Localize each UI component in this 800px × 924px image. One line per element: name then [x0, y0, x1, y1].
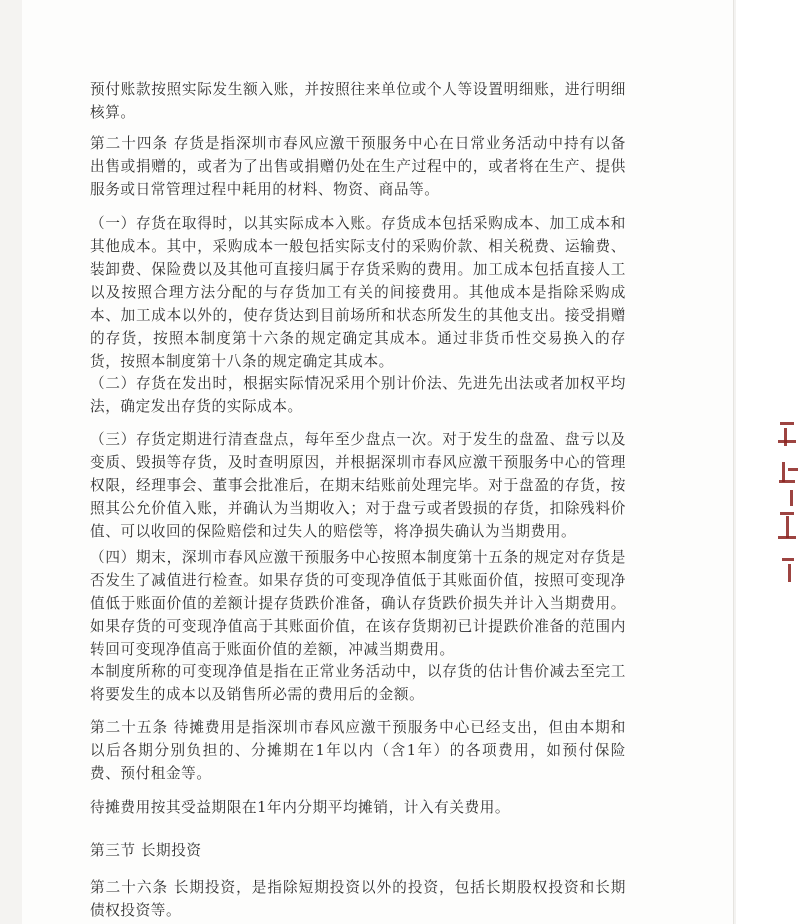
inventory-clause-2: （二）存货在发出时，根据实际情况采用个别计价法、先进先出法或者加权平均法，确定发出存货的实际成本。	[90, 375, 626, 415]
article-24-inventory: 第二十四条 存货是指深圳市春风应激干预服务中心在日常业务活动中持有以备出售或捐赠的，或者为了出售或捐赠仍处在生产过程中的，或者将在生产、提供服务或日常管理过程中耗用的材料、物资、商品等。	[90, 135, 626, 198]
article-25-prepaid-expenses: 第二十五条 待摊费用是指深圳市春风应激干预服务中心已经支出，但由本期和以后各期分别负担的、分摊期在1年以内（含1年）的各项费用，如预付保险费、预付租金等。	[90, 719, 626, 782]
prepaid-expenses-amortization: 待摊费用按其受益期限在1年内分期平均摊销，计入有关费用。	[90, 799, 511, 816]
paragraph-advance-payments: 预付账款按照实际发生额入账，并按照往来单位或个人等设置明细账，进行明细核算。	[90, 81, 626, 121]
article-26-long-term-investment: 第二十六条 长期投资，是指除短期投资以外的投资，包括长期股权投资和长期债权投资等。	[90, 879, 626, 919]
inventory-clause-1: （一）存货在取得时，以其实际成本入账。存货成本包括采购成本、加工成本和其他成本。其中，采购成本一般包括实际支付的采购价款、相关税费、运输费、装卸费、保险费以及其他可直接归属于存货采购的费用。加工成本包括直接人工以及按照合理方法分配的与存货加工有关的间接费用。其他成本是指除采购成本、加工成本以外的，使存货达到目前场所和状态所发生的其他支出。接受捐赠的存货，按照本制度第十六条的规定确定其成本。通过非货币性交易换入的存货，按照本制度第十八条的规定确定其成本。	[90, 215, 626, 370]
section-3-heading: 第三节 长期投资	[90, 842, 202, 859]
inventory-clause-3: （三）存货定期进行清查盘点，每年至少盘点一次。对于发生的盘盈、盘亏以及变质、毁损等存货，及时查明原因，并根据深圳市春风应激干预服务中心的管理权限，经理事会、董事会批准后，在期末结账前处理完毕。对于盘盈的存货，按照其公允价值入账，并确认为当期收入；对于盘亏或者毁损的存货，扣除残料价值、可以收回的保险赔偿和过失人的赔偿等，将净损失确认为当期费用。	[90, 431, 626, 540]
net-realizable-value-definition: 本制度所称的可变现净值是指在正常业务活动中，以存货的估计售价减去至完工将要发生的成本以及销售所必需的费用后的金额。	[90, 663, 626, 703]
red-seal-bleed-through	[774, 418, 800, 588]
inventory-clause-4: （四）期末，深圳市春风应激干预服务中心按照本制度第十五条的规定对存货是否发生了减值进行检查。如果存货的可变现净值低于其账面价值，按照可变现净值低于账面价值的差额计提存货跌价准备，确认存货跌价损失并计入当期费用。如果存货的可变现净值高于其账面价值，在该存货期初已计提跌价准备的范围内转回可变现净值高于账面价值的差额，冲减当期费用。	[90, 549, 626, 658]
